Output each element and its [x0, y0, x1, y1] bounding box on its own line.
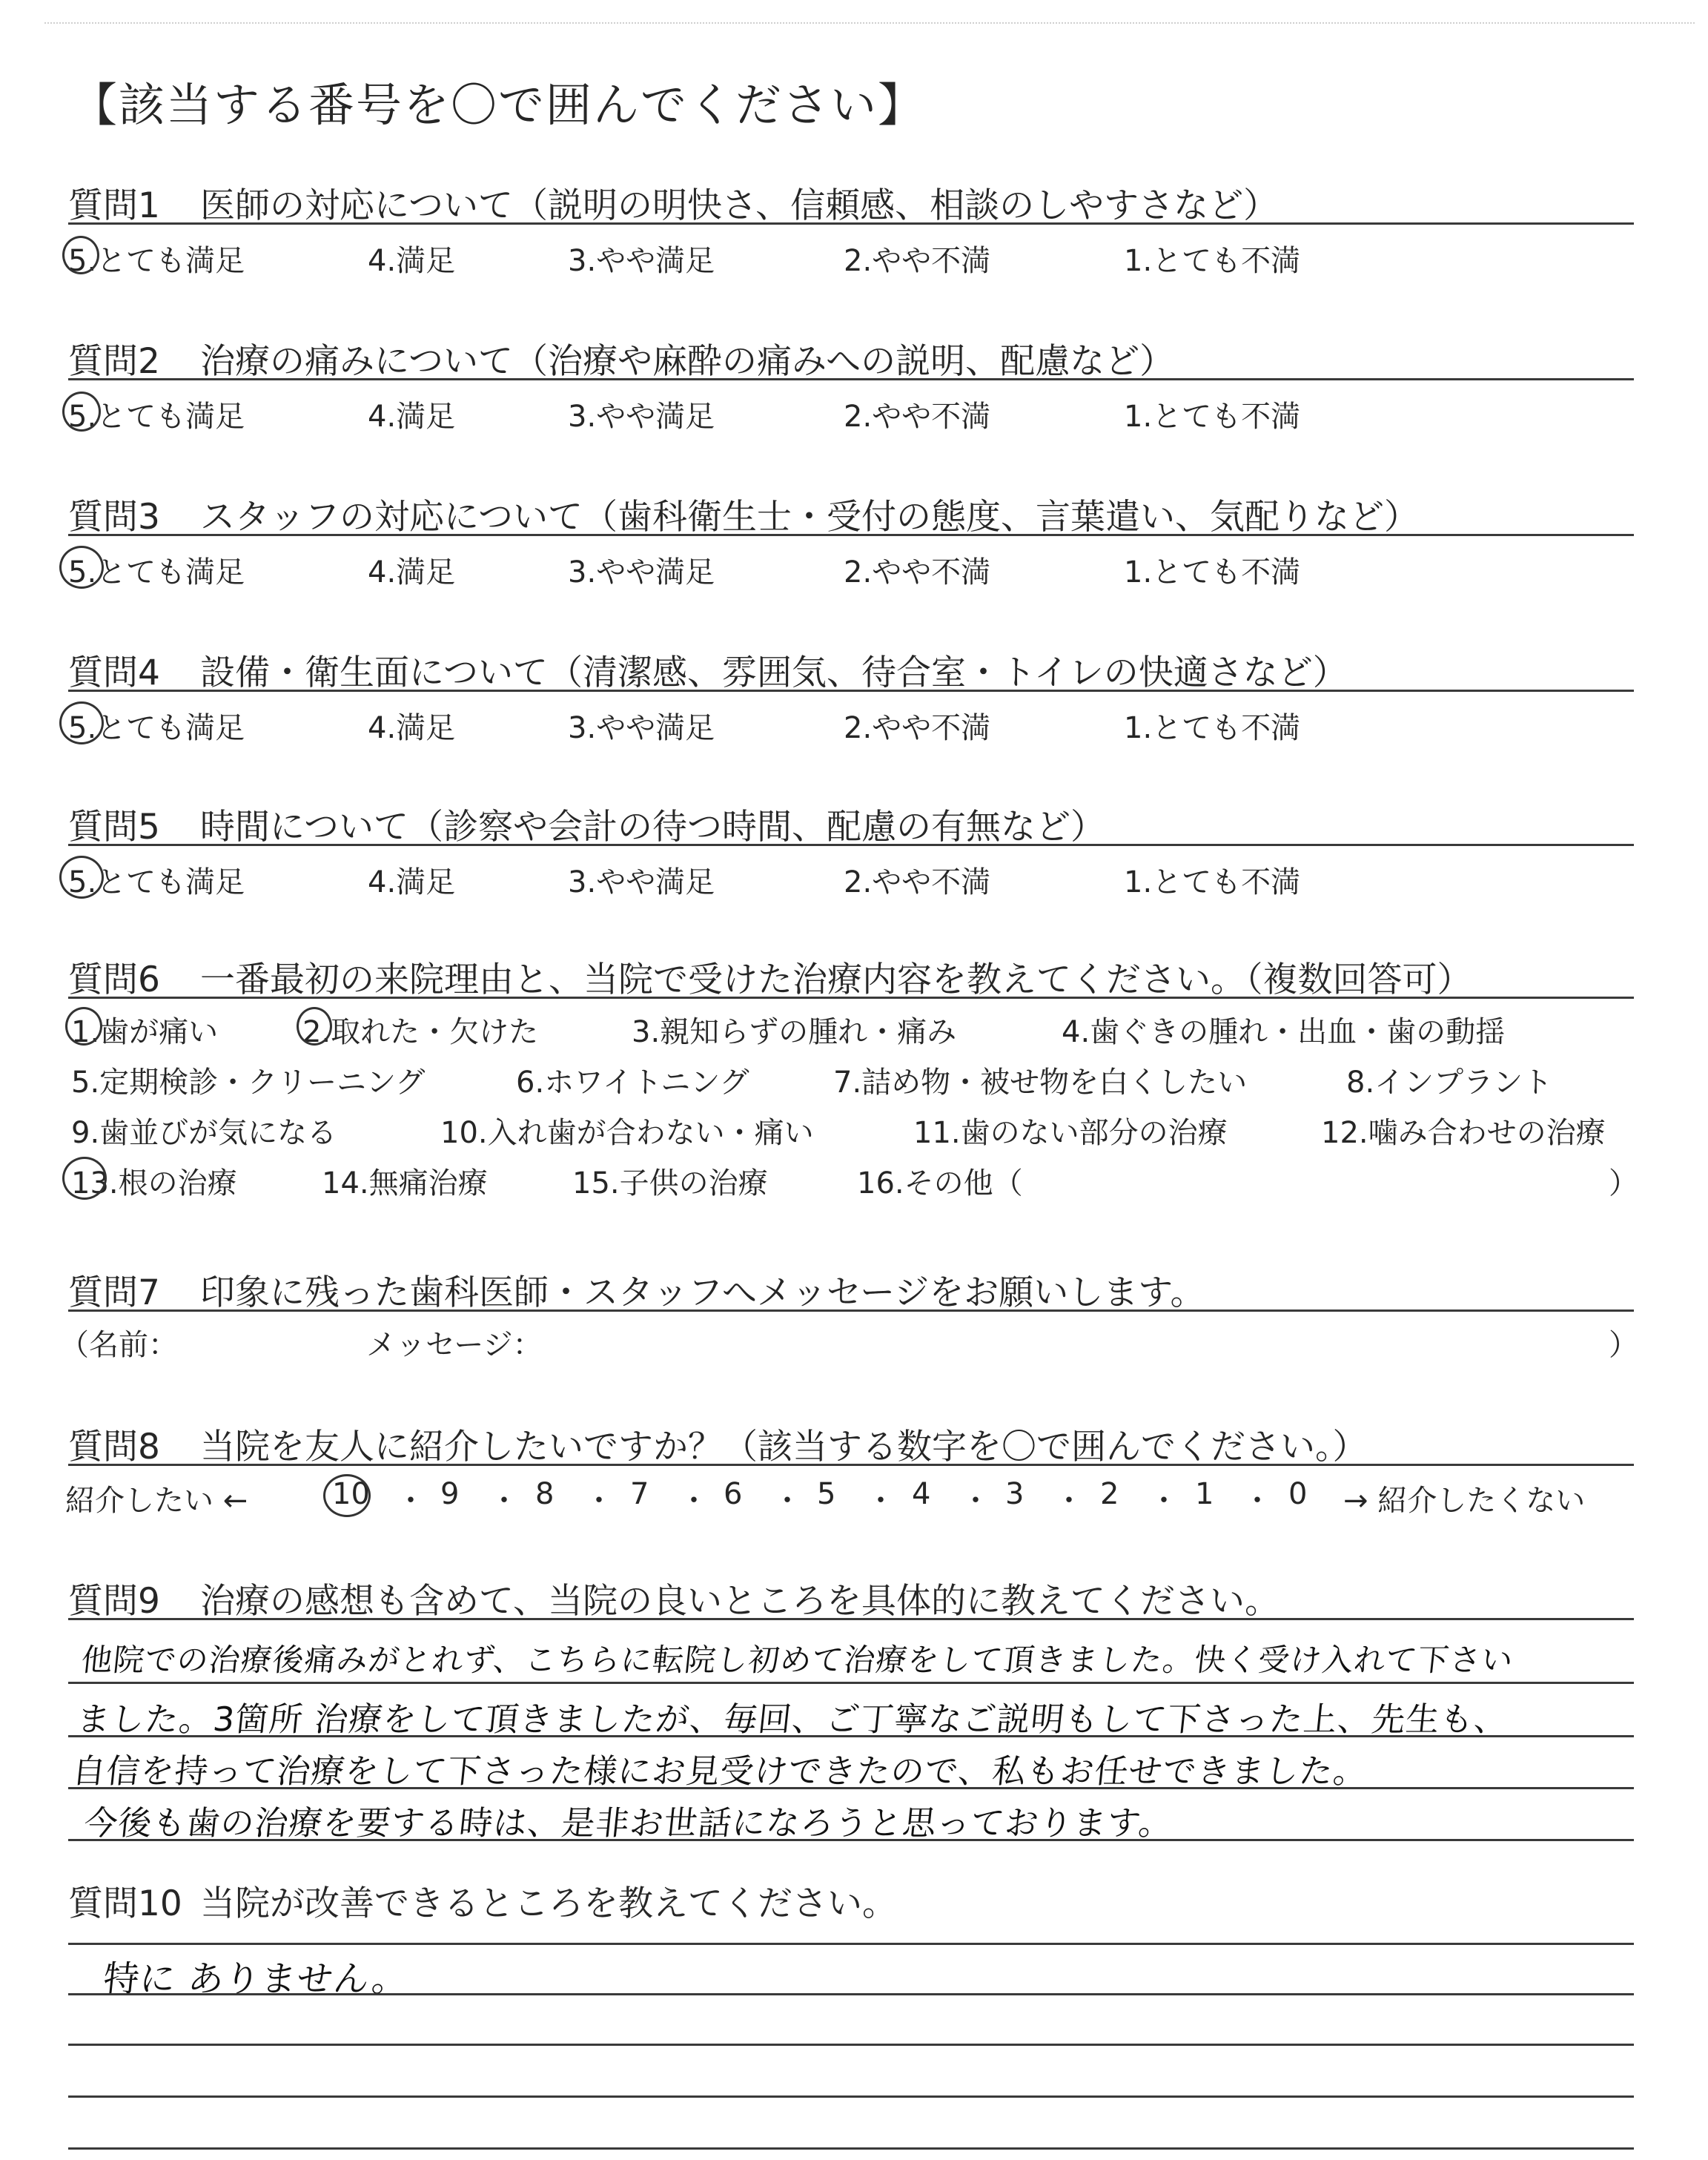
question-text: 印象に残った歯科医師・スタッフへメッセージをお願いします。	[200, 1272, 1205, 1313]
q6-selection-circle-13	[62, 1157, 107, 1200]
question-text: 当院を友人に紹介したいですか？（該当する数字を〇で囲んでください。）	[200, 1427, 1368, 1467]
q6-option-3[interactable]: 3.親知らずの腫れ・痛み	[632, 1015, 957, 1049]
question-number: 質問9	[68, 1581, 160, 1622]
q1-option-1[interactable]: 1.とても不満	[1124, 244, 1301, 278]
question-9-header	[68, 1573, 1634, 1620]
question-number: 質問6	[68, 960, 160, 1000]
q8-dot: ・	[772, 1484, 802, 1518]
q8-dot: ・	[584, 1484, 614, 1518]
question-number: 質問2	[68, 341, 160, 382]
q6-option-4[interactable]: 4.歯ぐきの腫れ・出血・歯の動揺	[1062, 1015, 1506, 1049]
question-number: 質問4	[68, 653, 160, 693]
question-text: 時間について（診察や会計の待つ時間、配慮の有無など）	[200, 807, 1106, 848]
q5-selection-circle	[59, 856, 104, 899]
q1-selection-circle	[62, 236, 99, 274]
q1-option-2[interactable]: 2.やや不満	[844, 244, 991, 278]
q4-option-3[interactable]: 3.やや満足	[568, 711, 715, 745]
q8-score-7[interactable]: 7	[630, 1477, 649, 1511]
question-3-header	[68, 489, 1634, 536]
q7-name-label[interactable]: （名前：	[59, 1328, 178, 1362]
question-4-header	[68, 645, 1634, 692]
question-number: 質問8	[68, 1427, 160, 1467]
question-number: 質問5	[68, 807, 160, 848]
q3-option-1[interactable]: 1.とても不満	[1124, 555, 1301, 589]
question-text: スタッフの対応について（歯科衛生士・受付の態度、言葉遣い、気配りなど）	[200, 497, 1420, 538]
q2-option-2[interactable]: 2.やや不満	[844, 400, 991, 434]
q1-option-4[interactable]: 4.満足	[368, 244, 456, 278]
question-text: 治療の感想も含めて、当院の良いところを具体的に教えてください。	[200, 1581, 1280, 1622]
q3-option-2[interactable]: 2.やや不満	[844, 555, 991, 589]
q2-option-4[interactable]: 4.満足	[368, 400, 456, 434]
question-number: 質問1	[68, 185, 160, 226]
q10-answer-line-1: 特に ありません。	[101, 1958, 411, 2000]
q3-selection-circle	[59, 546, 104, 589]
q6-option-10[interactable]: 10.入れ歯が合わない・痛い	[440, 1116, 814, 1150]
q8-score-10[interactable]: 10	[332, 1477, 370, 1511]
question-text: 一番最初の来院理由と、当院で受けた治療内容を教えてください。（複数回答可）	[200, 960, 1472, 1000]
q8-dot: ・	[1054, 1484, 1084, 1518]
answer-rule	[68, 2095, 1634, 2098]
q8-score-9[interactable]: 9	[440, 1477, 460, 1511]
q2-option-1[interactable]: 1.とても不満	[1124, 400, 1301, 434]
q6-selection-circle-2	[297, 1007, 332, 1046]
q8-score-6[interactable]: 6	[724, 1477, 743, 1511]
q2-option-3[interactable]: 3.やや満足	[568, 400, 715, 434]
question-1-header	[68, 178, 1634, 225]
q8-dot: ・	[961, 1484, 990, 1518]
q6-option-16-other[interactable]: 16.その他（	[857, 1166, 1023, 1200]
answer-rule	[68, 1993, 1634, 1995]
q5-option-1[interactable]: 1.とても不満	[1124, 865, 1301, 899]
question-text: 医師の対応について（説明の明快さ、信頼感、相談のしやすさなど）	[200, 185, 1279, 226]
answer-rule	[68, 1943, 1634, 1945]
q8-dot: ・	[679, 1484, 709, 1518]
q8-score-8[interactable]: 8	[535, 1477, 555, 1511]
q2-option-5[interactable]: 5.とても満足	[68, 400, 245, 434]
q8-dot: ・	[866, 1484, 896, 1518]
q6-option-11[interactable]: 11.歯のない部分の治療	[913, 1116, 1228, 1150]
answer-rule	[68, 1682, 1634, 1684]
q4-selection-circle	[59, 701, 104, 744]
q6-selection-circle-1	[65, 1007, 102, 1046]
answer-rule	[68, 2044, 1634, 2046]
question-10-header	[68, 1876, 1634, 1924]
q5-option-4[interactable]: 4.満足	[368, 865, 456, 899]
q6-option-5[interactable]: 5.定期検診・クリーニング	[71, 1066, 426, 1100]
q8-score-4[interactable]: 4	[912, 1477, 931, 1511]
q4-option-2[interactable]: 2.やや不満	[844, 711, 991, 745]
answer-rule	[68, 1839, 1634, 1841]
q9-answer-line-4: 今後も歯の治療を要する時は、是非お世話になろうと思っております。	[82, 1803, 1175, 1843]
question-text: 設備・衛生面について（清潔感、雰囲気、待合室・トイレの快適さなど）	[200, 653, 1348, 693]
question-2-header	[68, 334, 1634, 380]
q6-other-close-paren: ）	[1609, 1166, 1638, 1200]
question-number: 質問10	[68, 1883, 182, 1924]
q8-dot: ・	[1242, 1484, 1272, 1518]
q6-option-12[interactable]: 12.噛み合わせの治療	[1321, 1116, 1606, 1150]
question-number: 質問7	[68, 1272, 160, 1313]
q4-option-5[interactable]: 5.とても満足	[68, 711, 245, 745]
answer-rule	[68, 2147, 1634, 2150]
q8-right-label: → 紹介したくない	[1343, 1484, 1586, 1518]
question-number: 質問3	[68, 497, 160, 538]
q2-selection-circle	[62, 392, 101, 432]
q8-dot: ・	[489, 1484, 519, 1518]
q6-option-15[interactable]: 15.子供の治療	[572, 1166, 768, 1200]
q8-dot: ・	[396, 1484, 426, 1518]
q8-score-2[interactable]: 2	[1100, 1477, 1119, 1511]
q4-option-4[interactable]: 4.満足	[368, 711, 456, 745]
q3-option-3[interactable]: 3.やや満足	[568, 555, 715, 589]
q3-option-5[interactable]: 5.とても満足	[68, 555, 245, 589]
q8-score-3[interactable]: 3	[1005, 1477, 1025, 1511]
q8-selection-circle	[323, 1474, 371, 1517]
answer-rule	[68, 1787, 1634, 1789]
q1-option-3[interactable]: 3.やや満足	[568, 244, 715, 278]
q9-answer-line-2: ました。3箇所 治療をして頂きましたが、毎回、ご丁寧なご説明もして下さった上、先生も、	[74, 1700, 1511, 1739]
q6-option-9[interactable]: 9.歯並びが気になる	[71, 1116, 337, 1150]
question-text: 当院が改善できるところを教えてください。	[200, 1883, 897, 1924]
q4-option-1[interactable]: 1.とても不満	[1124, 711, 1301, 745]
q5-option-5[interactable]: 5.とても満足	[68, 865, 245, 899]
question-text: 治療の痛みについて（治療や麻酔の痛みへの説明、配慮など）	[200, 341, 1175, 382]
q3-option-4[interactable]: 4.満足	[368, 555, 456, 589]
q6-option-7[interactable]: 7.詰め物・被せ物を白くしたい	[833, 1066, 1248, 1100]
q8-score-0[interactable]: 0	[1288, 1477, 1308, 1511]
q8-dot: ・	[1149, 1484, 1179, 1518]
q8-score-1[interactable]: 1	[1195, 1477, 1214, 1511]
q7-message-label[interactable]: メッセージ：	[366, 1328, 543, 1362]
q6-option-6[interactable]: 6.ホワイトニング	[516, 1066, 749, 1100]
q6-option-14[interactable]: 14.無痛治療	[322, 1166, 488, 1200]
question-5-header	[68, 799, 1634, 846]
q7-close-paren: ）	[1609, 1328, 1638, 1362]
top-dotted-rule	[44, 22, 1695, 24]
q8-left-label: 紹介したい ←	[65, 1484, 248, 1518]
q8-score-5[interactable]: 5	[817, 1477, 836, 1511]
question-8-header	[68, 1419, 1634, 1466]
q6-option-2[interactable]: 2.取れた・欠けた	[302, 1015, 539, 1049]
q6-option-1[interactable]: 1.歯が痛い	[71, 1015, 219, 1049]
q5-option-2[interactable]: 2.やや不満	[844, 865, 991, 899]
q9-answer-line-3: 自信を持って治療をして下さった様にお見受けできたので、私もお任せできました。	[70, 1751, 1370, 1791]
answer-rule	[68, 1735, 1634, 1737]
q1-option-5[interactable]: 5.とても満足	[68, 244, 245, 278]
q6-option-8[interactable]: 8.インプラント	[1346, 1066, 1553, 1100]
q6-option-13[interactable]: 13.根の治療	[71, 1166, 237, 1200]
question-6-header	[68, 952, 1634, 999]
page-title: 【該当する番号を〇で囲んでください】	[71, 78, 926, 132]
q5-option-3[interactable]: 3.やや満足	[568, 865, 715, 899]
q9-answer-line-1: 他院での治療後痛みがとれず、こちらに転院し初めて治療をして頂きました。快く受け入れて下さい	[79, 1642, 1515, 1678]
question-7-header	[68, 1265, 1634, 1312]
